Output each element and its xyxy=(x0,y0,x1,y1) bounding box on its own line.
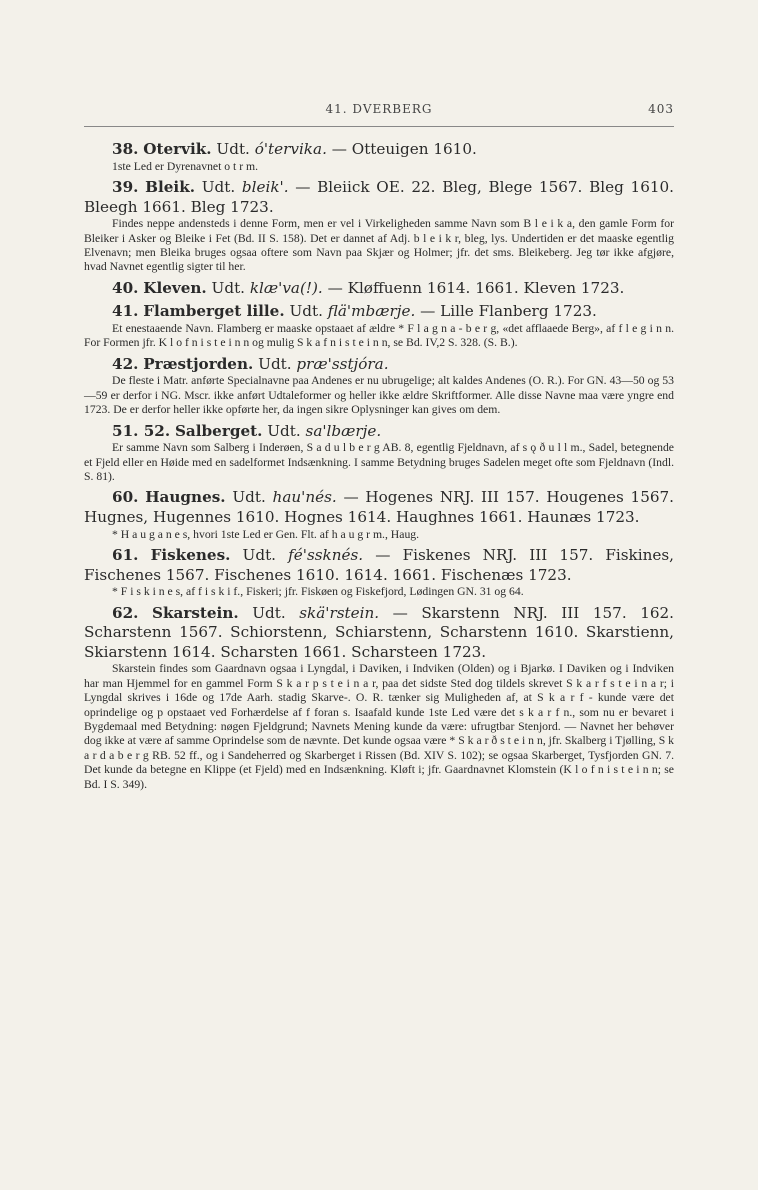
entry-name: Salberget. xyxy=(174,421,263,440)
entry-51-52: 51. 52. Salberget. Udt. sa'lbærje. Er samme Navn som Salberg i Inderøen, S a d u l b e r g AB. 8, egentlig Fjeldnavn, af s ǫ ð u l l m., Sadel, betegnende et Fjeld eller en Høide med en sadelformet Indsænkning. I samme Betydning bruges Sadelen meget ofte som Fjeldnavn (Indl. S. 81). xyxy=(84,421,674,484)
entry-number: 38. xyxy=(112,140,139,158)
entry-number: 42. xyxy=(112,354,139,373)
entry-number: 61. xyxy=(112,546,139,565)
entry-number: 62. xyxy=(112,603,139,622)
pronunciation: hau'nés. xyxy=(272,488,337,507)
entry-number: 41. xyxy=(112,302,139,321)
entries xyxy=(84,140,674,796)
pronunciation: ó'tervika. xyxy=(254,140,327,158)
entry-41: 41. Flamberget lille. Udt. flä'mbærje. — Lille Flanberg 1723. Et enestaaende Navn. Flamberg er maaske opstaaet af ældre * F l a g n a - b e r g, «det afflaaede Berg», af f l e g i n n. For Formen jfr. K l o f n i s t e i n n og mulig S k a f n i s t e i n n, se Bd. IV,2 S. 328. (S. B.). xyxy=(84,302,674,350)
entry-60: 60. Haugnes. Udt. hau'nés. — Hogenes NRJ. III 157. Hougenes 1567. Hugnes, Hugennes 1610. Hognes 1614. Haughnes 1661. Haunæs 1723. * H a u g a n e s, hvori 1ste Led er Gen. Flt. af h a u g r m., Haug. xyxy=(84,488,675,541)
pronunciation: præ'sstjóra. xyxy=(296,354,389,373)
entry-name: Bleik. xyxy=(145,178,196,196)
pronunciation: bleik'. xyxy=(241,178,289,196)
entry-40: 40. Kleven. Udt. klæ'va(!). — Kløffuenn 1614. 1661. Kleven 1723. xyxy=(112,278,625,297)
entry-number: 60. xyxy=(112,488,139,507)
historical-forms: — Skarstenn NRJ. III 157. 162. Scharstenn 1567. Schiorstenn, Schiarstenn, Scharstenn 1610. Skarstienn, Skiarstenn 1614. Scharsten 1661. Scharsteen 1723. xyxy=(84,603,675,661)
pronunciation: fé'ssknés. xyxy=(288,546,364,565)
pronunciation: klæ'va(!). xyxy=(249,278,323,297)
historical-forms: — Fiskenes NRJ. III 157. Fiskines, Fischenes 1567. Fischenes 1610. 1614. 1661. Fischenæs 1723. xyxy=(84,546,675,584)
historical-forms: — Otteuigen 1610. xyxy=(326,140,477,158)
entry-name: Flamberget lille. xyxy=(143,302,285,321)
running-header xyxy=(84,102,674,122)
entry-note: * F i s k i n e s, af f i s k i f., Fiskeri; jfr. Fiskøen og Fiskefjord, Lødingen GN. 31 og 64. xyxy=(112,585,524,599)
pronunciation: flä'mbærje. xyxy=(327,302,416,321)
entry-note: Et enestaaende Navn. Flamberg er maaske opstaaet af ældre * F l a g n a - b e r g, «det afflaaede Berg», af f l e g i n n. For Formen jfr. K l o f n i s t e i n n og mulig S k a f n i s t e i n n, se Bd. IV,2 S. 328. (S. B.). xyxy=(84,322,674,350)
entry-note: Er samme Navn som Salberg i Inderøen, S a d u l b e r g AB. 8, egentlig Fjeldnavn, af s ǫ ð u l l m., Sadel, betegnende et Fjeld eller en Høide med en sadelformet Indsænkning. I samme Betydning bruges Sadelen meget ofte som Fjeldnavn (Indl. S. 81). xyxy=(84,441,674,484)
entry-name: Fiskenes. xyxy=(150,546,231,565)
historical-forms: — Lille Flanberg 1723. xyxy=(415,302,597,321)
entry-note: 1ste Led er Dyrenavnet o t r m. xyxy=(112,159,259,173)
entry-number: 39. xyxy=(112,178,139,196)
running-title: 41. DVERBERG xyxy=(325,102,433,116)
entry-name: Otervik. xyxy=(143,140,212,158)
entry-note: De fleste i Matr. anførte Specialnavne paa Andenes er nu ubrugelige; alt kaldes Andenes (O. R.). For GN. 43—50 og 53—59 er derfor i NG. Mscr. ikke anført Udtaleformer og heller ikke ældre Skriftformer. Alle disse Navne maa være yngre end 1723. De er derfor heller ikke opførte her, da ingen sikre Oplysninger kan gives om dem. xyxy=(84,374,674,417)
entry-61: 61. Fiskenes. Udt. fé'ssknés. — Fiskenes NRJ. III 157. Fiskines, Fischenes 1567. Fischenes 1610. 1614. 1661. Fischenæs 1723. * F i s k i n e s, af f i s k i f., Fiskeri; jfr. Fiskøen og Fiskefjord, Lødingen GN. 31 og 64. xyxy=(84,546,675,599)
entry-42: 42. Præstjorden. Udt. præ'sstjóra. De fleste i Matr. anførte Specialnavne paa Andenes er nu ubrugelige; alt kaldes Andenes (O. R.). For GN. 43—50 og 53—59 er derfor i NG. Mscr. ikke anført Udtaleformer og heller ikke ældre Skriftformer. Alle disse Navne maa være yngre end 1723. De er derfor heller ikke opførte her, da ingen sikre Oplysninger kan gives om dem. xyxy=(84,354,674,417)
entry-note: Findes neppe andensteds i denne Form, men er vel i Virkeligheden samme Navn som B l e i k a, den gamle Form for Bleiker i Asker og Bleike i Fet (Bd. II S. 158). Det er dannet af Adj. b l e i k r, bleg, lys. Undertiden er det maaske egentlig Elvenavn; men Bleika bruges ogsaa oftere som Navn paa Skjær og Holmer; jfr. det sms. Bleikeberg. Jeg tør ikke afgjøre, hvad Navnet egentlig sigter til her. xyxy=(84,217,674,274)
historical-forms: — Kløffuenn 1614. 1661. Kleven 1723. xyxy=(322,278,625,297)
header-rule xyxy=(84,126,674,127)
entry-name: Præstjorden. xyxy=(143,354,254,373)
pronunciation: skä'rstein. xyxy=(299,603,380,622)
entry-number: 40. xyxy=(112,278,139,297)
historical-forms: — Hogenes NRJ. III 157. Hougenes 1567. Hugnes, Hugennes 1610. Hognes 1614. Haughnes 1661. Haunæs 1723. xyxy=(84,488,675,527)
entry-name: Haugnes. xyxy=(145,488,226,507)
entry-note: Skarstein findes som Gaardnavn ogsaa i Lyngdal, i Daviken, i Indviken (Olden) og i Bjarkø. I Daviken og i Indviken har man Hjemmel for en gammel Form S k a r p s t e i n a r, paa det sidste Sted dog tildels skrevet S k a r f s t e i n a r; i Lyngdal skrives i 16de og 17de Aarh. stadig Skarve-. O. R. tænker sig Muligheden af, at S k a r f - kunde være det oprindelige og p opstaaet ved Forhærdelse af f foran s. Isaafald kunde 1ste Led være det s k a r f n., som nu er bevaret i Bygdemaal med Betydning: nøgen Fjeldgrund; Navnets Mening kunde da være: ufrugtbar Stenjord. — Navnet her behøver dog ikke at være af samme Oprindelse som de nævnte. Det kunde ogsaa være * S k a r ð s t e i n n, jfr. Skalberg i Tjølling, S k a r d a b e r g RB. 52 ff., og i Sandeherred og Skarberget i Rissen (Bd. XIV S. 102); se ogsaa Skarberget, Tysfjorden GN. 7. Det kunde da betegne en Klippe (et Fjeld) med en Indsænkning. Kløft i; jfr. Gaardnavnet Klomstein (K l o f n i s t e i n n; se Bd. I S. 349). xyxy=(84,662,674,791)
entry-name: Kleven. xyxy=(143,278,207,297)
entry-38: 38. Otervik. Udt. ó'tervika. — Otteuigen 1610. 1ste Led er Dyrenavnet o t r m. xyxy=(84,140,674,174)
page-number: 403 xyxy=(648,102,674,116)
entry-39: 39. Bleik. Udt. bleik'. — Bleiick OE. 22. Bleg, Blege 1567. Bleg 1610. Bleegh 1661. Bleg 1723. Findes neppe andensteds i denne Form, men er vel i Virkeligheden samme Navn som B l e i k a, den gamle Form for Bleiker i Asker og Bleike i Fet (Bd. II S. 158). Det er dannet af Adj. b l e i k r, bleg, lys. Undertiden er det maaske egentlig Elvenavn; men Bleika bruges ogsaa oftere som Navn paa Skjær og Holmer; jfr. det sms. Bleikeberg. Jeg tør ikke afgjøre, hvad Navnet egentlig sigter til her. xyxy=(84,178,675,274)
entry-number: 51. 52. xyxy=(112,421,171,440)
entry-note: * H a u g a n e s, hvori 1ste Led er Gen. Flt. af h a u g r m., Haug. xyxy=(112,527,420,541)
pronunciation: sa'lbærje. xyxy=(305,421,382,440)
entry-62: 62. Skarstein. Udt. skä'rstein. — Skarstenn NRJ. III 157. 162. Scharstenn 1567. Schiorstenn, Schiarstenn, Scharstenn 1610. Skarstienn, Skiarstenn 1614. Scharsten 1661. Scharsteen 1723. Skarstein findes som Gaardnavn ogsaa i Lyngdal, i Daviken, i Indviken (Olden) og i Bjarkø. I Daviken og i Indviken har man Hjemmel for en gammel Form S k a r p s t e i n a r, paa det sidste Sted dog tildels skrevet S k a r f s t e i n a r; i Lyngdal skrives i 16de og 17de Aarh. stadig Skarve-. O. R. tænker sig Muligheden af, at S k a r f - kunde være det oprindelige og p opstaaet ved Forhærdelse af f foran s. Isaafald kunde 1ste Led være det s k a r f n., som nu er bevaret i Bygdemaal med Betydning: nøgen Fjeldgrund; Navnets Mening kunde da være: ufrugtbar Stenjord. — Navnet her behøver dog ikke at være af samme Oprindelse som de nævnte. Det kunde ogsaa være * S k a r ð s t e i n n, jfr. Skalberg i Tjølling, S k a r d a b e r g RB. 52 ff., og i Sandeherred og Skarberget i Rissen (Bd. XIV S. 102); se ogsaa Skarberget, Tysfjorden GN. 7. Det kunde da betegne en Klippe (et Fjeld) med en Indsænkning. Kløft i; jfr. Gaardnavnet Klomstein (K l o f n i s t e i n n; se Bd. I S. 349). xyxy=(84,603,675,791)
historical-forms: — Bleiick OE. 22. Bleg, Blege 1567. Bleg 1610. Bleegh 1661. Bleg 1723. xyxy=(84,178,675,216)
entry-name: Skarstein. xyxy=(152,603,239,622)
